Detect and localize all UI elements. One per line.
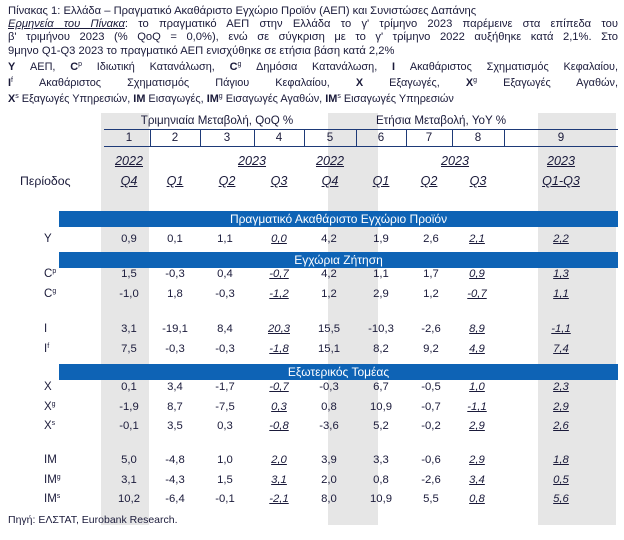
column-divider bbox=[356, 130, 357, 146]
table-cell: 1,5 bbox=[121, 268, 137, 280]
table-cell: 8,0 bbox=[321, 493, 337, 505]
table-cell: 1,3 bbox=[553, 268, 569, 280]
table-cell: -0,3 bbox=[319, 381, 339, 393]
legend-superscript: p bbox=[78, 60, 83, 68]
legend-symbol: I bbox=[8, 76, 12, 89]
row-label bbox=[44, 454, 57, 466]
row-label bbox=[44, 381, 52, 393]
table-cell: 3,4 bbox=[469, 474, 485, 486]
row-symbol: IM bbox=[44, 474, 57, 486]
legend-entry bbox=[466, 77, 618, 89]
table-cell: 2,0 bbox=[271, 454, 287, 466]
table-cell: 3,9 bbox=[321, 454, 337, 466]
legend-superscript: g bbox=[218, 92, 223, 100]
table-cell: -2,1 bbox=[269, 493, 289, 505]
table-cell: 8,7 bbox=[167, 401, 183, 413]
row-label bbox=[44, 343, 49, 355]
section-header: Εξωτερικός Τομέας bbox=[59, 364, 618, 380]
column-number: 4 bbox=[275, 131, 283, 144]
row-symbol: C bbox=[44, 268, 53, 280]
legend-symbol: IM bbox=[206, 92, 219, 105]
legend-entry bbox=[8, 61, 70, 73]
table-cell: 1,1 bbox=[553, 288, 569, 300]
table-cell: 4,2 bbox=[321, 268, 337, 280]
interpretation-line-3: 9μηνο Q1-Q3 2023 το πραγματικό ΑΕΠ ενισχύθηκε σε ετήσια βάση κατά 2,2% bbox=[8, 44, 395, 57]
table-cell: 0,3 bbox=[217, 420, 233, 432]
row-label bbox=[44, 474, 61, 486]
row-symbol: C bbox=[44, 288, 53, 300]
year-label: 2023 bbox=[237, 154, 267, 168]
legend-description: Ακαθάριστος Σχηματισμός Πάγιου Κεφαλαίου, bbox=[12, 76, 356, 89]
legend-entry bbox=[392, 61, 618, 73]
table-cell: 4,9 bbox=[469, 343, 485, 355]
table-cell: 1,1 bbox=[373, 268, 389, 280]
legend-entry bbox=[8, 93, 133, 105]
table-cell: 0,8 bbox=[373, 474, 389, 486]
quarter-label: Q4 bbox=[321, 174, 339, 188]
column-number: 5 bbox=[326, 131, 334, 144]
table-cell: 1,5 bbox=[217, 474, 233, 486]
row-label bbox=[44, 323, 47, 335]
table-cell: 2,2 bbox=[553, 233, 569, 245]
table-cell: 2,6 bbox=[553, 420, 569, 432]
column-number: 1 bbox=[125, 131, 133, 144]
table-cell: 1,8 bbox=[167, 288, 183, 300]
table-cell: -1,2 bbox=[269, 288, 289, 300]
quarter-label: Q2 bbox=[218, 174, 236, 188]
row-symbol: Y bbox=[44, 233, 52, 245]
table-cell: 0,1 bbox=[121, 381, 137, 393]
legend-symbol: C bbox=[229, 60, 238, 73]
table-cell: 2,9 bbox=[373, 288, 389, 300]
row-label bbox=[44, 493, 60, 505]
row-symbol: I bbox=[44, 343, 48, 355]
table-cell: -0,7 bbox=[269, 268, 289, 280]
table-cell: -4,3 bbox=[165, 474, 185, 486]
column-number: 3 bbox=[223, 131, 231, 144]
table-cell: 0,8 bbox=[321, 401, 337, 413]
table-cell: -3,6 bbox=[319, 420, 339, 432]
legend-description: Εξαγωγές Αγαθών, bbox=[477, 76, 619, 89]
table-cell: -1,0 bbox=[119, 288, 139, 300]
table-cell: 0,4 bbox=[217, 268, 233, 280]
table-cell: 2,1 bbox=[469, 233, 485, 245]
legend bbox=[8, 58, 618, 106]
table-cell: 3,5 bbox=[167, 420, 183, 432]
legend-symbol: X bbox=[465, 76, 474, 89]
table-cell: -0,3 bbox=[215, 343, 235, 355]
row-superscript: s bbox=[56, 493, 61, 500]
table-cell: -10,3 bbox=[368, 323, 394, 335]
row-symbol: I bbox=[44, 323, 48, 335]
table-cell: 5,6 bbox=[553, 493, 569, 505]
table-cell: -2,6 bbox=[421, 323, 441, 335]
table-cell: 15,1 bbox=[318, 343, 340, 355]
legend-symbol: IM bbox=[325, 92, 338, 105]
interpretation-line-2: β' τριμήνου 2023 (% QoQ = 0,0%), ενώ σε σύγκριση με το γ' τρίμηνο 2022 αυξήθηκε κατά 2,1%. Στο bbox=[8, 31, 618, 44]
table-cell: -19,1 bbox=[162, 323, 188, 335]
column-number: 9 bbox=[557, 131, 565, 144]
legend-symbol: Y bbox=[8, 60, 16, 73]
table-cell: 1,2 bbox=[321, 288, 337, 300]
table-cell: 0,9 bbox=[469, 268, 485, 280]
table-title: Πίνακας 1: Ελλάδα – Πραγματικό Ακαθάριστο Εγχώριο Προϊόν (ΑΕΠ) και Συνιστώσες Δαπάνης bbox=[8, 5, 477, 17]
table-cell: -0,2 bbox=[421, 420, 441, 432]
table-header bbox=[8, 5, 618, 106]
section-header: Εγχώρια Ζήτηση bbox=[59, 252, 618, 268]
year-label: 2023 bbox=[546, 154, 576, 168]
legend-description: Εισαγωγές Υπηρεσιών bbox=[340, 92, 454, 105]
column-number: 7 bbox=[425, 131, 433, 144]
table-cell: 1,9 bbox=[373, 233, 389, 245]
legend-symbol: X bbox=[8, 92, 16, 105]
table-cell: -4,8 bbox=[165, 454, 185, 466]
column-divider bbox=[254, 130, 255, 146]
legend-superscript: s bbox=[337, 92, 341, 100]
legend-description: Ιδιωτική Κατανάλωση, bbox=[82, 60, 230, 73]
row-label bbox=[44, 288, 56, 300]
legend-entry bbox=[325, 93, 454, 105]
legend-symbol: I bbox=[392, 60, 396, 73]
table-cell: 0,1 bbox=[167, 233, 183, 245]
table-cell: 10,9 bbox=[370, 401, 392, 413]
interpretation-line-1 bbox=[8, 18, 618, 31]
quarter-label: Q1 bbox=[372, 174, 390, 188]
legend-superscript: s bbox=[15, 92, 19, 100]
quarter-label: Q1 bbox=[166, 174, 184, 188]
quarter-label: Q3 bbox=[469, 174, 487, 188]
legend-symbol: C bbox=[70, 60, 79, 73]
table-cell: 0,8 bbox=[469, 493, 485, 505]
table-cell: 2,6 bbox=[423, 233, 439, 245]
column-divider bbox=[304, 130, 305, 146]
row-label bbox=[44, 420, 55, 432]
row-label bbox=[44, 233, 52, 245]
legend-entry bbox=[8, 77, 356, 89]
column-divider bbox=[200, 130, 201, 146]
column-number: 2 bbox=[171, 131, 179, 144]
legend-description: Εισαγωγές Αγαθών, bbox=[222, 92, 326, 105]
section-header: Πραγματικό Ακαθάριστο Εγχώριο Προϊόν bbox=[59, 211, 618, 227]
legend-description: ΑΕΠ, bbox=[15, 60, 71, 73]
table-cell: 20,3 bbox=[268, 323, 290, 335]
table-cell: 3,1 bbox=[121, 323, 137, 335]
quarter-label: Q1-Q3 bbox=[542, 174, 580, 188]
legend-entry bbox=[207, 93, 326, 105]
legend-description: Εισαγωγές, bbox=[145, 92, 207, 105]
table-cell: 5,2 bbox=[373, 420, 389, 432]
column-number: 6 bbox=[377, 131, 385, 144]
table-cell: 4,2 bbox=[321, 233, 337, 245]
table-cell: 8,2 bbox=[373, 343, 389, 355]
table-cell: 1,2 bbox=[423, 288, 439, 300]
table-cell: -0,3 bbox=[215, 288, 235, 300]
table-cell: -1,8 bbox=[269, 343, 289, 355]
legend-entry bbox=[356, 77, 466, 89]
row-label bbox=[44, 401, 56, 413]
row-superscript: g bbox=[51, 401, 56, 408]
table-cell: 0,0 bbox=[271, 233, 287, 245]
column-divider bbox=[504, 130, 505, 146]
header-rule bbox=[104, 146, 618, 147]
quarter-label: Q4 bbox=[120, 174, 138, 188]
table-cell: 5,0 bbox=[121, 454, 137, 466]
table-cell: -6,4 bbox=[165, 493, 185, 505]
table-cell: -7,5 bbox=[215, 401, 235, 413]
table-cell: 1,0 bbox=[217, 454, 233, 466]
table-cell: 3,4 bbox=[167, 381, 183, 393]
legend-symbol: IM bbox=[133, 92, 146, 105]
legend-symbol: X bbox=[355, 76, 364, 89]
table-cell: -1,7 bbox=[215, 381, 235, 393]
row-symbol: X bbox=[44, 381, 52, 393]
group-header-yoy: Ετήσια Μεταβολή, YoY % bbox=[375, 114, 507, 127]
table-cell: -0,3 bbox=[165, 268, 185, 280]
legend-description: Εξαγωγές, bbox=[363, 76, 466, 89]
table-cell: 3,1 bbox=[271, 474, 287, 486]
table-cell: 2,9 bbox=[469, 454, 485, 466]
table-cell: 8,9 bbox=[469, 323, 485, 335]
column-divider bbox=[452, 130, 453, 146]
table-cell: 10,9 bbox=[370, 493, 392, 505]
table-cell: 15,5 bbox=[318, 323, 340, 335]
table-cell: -0,7 bbox=[421, 401, 441, 413]
row-symbol: IM bbox=[44, 454, 57, 466]
row-superscript: s bbox=[51, 420, 56, 427]
row-superscript: p bbox=[52, 268, 57, 275]
legend-description: Ακαθάριστος Σχηματισμός Κεφαλαίου, bbox=[395, 60, 618, 73]
row-superscript: g bbox=[52, 288, 57, 295]
group-header-qoq: Τριμηνιαία Μεταβολή, QoQ % bbox=[140, 114, 294, 127]
table-cell: 0,9 bbox=[121, 233, 137, 245]
row-symbol: X bbox=[44, 420, 52, 432]
legend-line-3 bbox=[8, 90, 618, 106]
table-cell: 0,3 bbox=[271, 401, 287, 413]
table-cell: 1,7 bbox=[423, 268, 439, 280]
quarter-label: Q2 bbox=[420, 174, 438, 188]
legend-superscript: f bbox=[11, 76, 13, 84]
table-cell: 2,0 bbox=[321, 474, 337, 486]
table-cell: -0,6 bbox=[421, 454, 441, 466]
year-label: 2022 bbox=[315, 154, 345, 168]
table-cell: 1,0 bbox=[469, 381, 485, 393]
table-cell: -0,1 bbox=[215, 493, 235, 505]
legend-entry bbox=[230, 61, 392, 73]
quarter-label: Q3 bbox=[270, 174, 288, 188]
table-cell: -2,6 bbox=[421, 474, 441, 486]
legend-description: Εξαγωγές Υπηρεσιών, bbox=[18, 92, 134, 105]
table-cell: 1,8 bbox=[553, 454, 569, 466]
interpretation-label: Ερμηνεία του Πίνακα bbox=[8, 18, 125, 31]
table-cell: 2,9 bbox=[553, 401, 569, 413]
column-number: 8 bbox=[474, 131, 482, 144]
table-cell: -1,1 bbox=[551, 323, 571, 335]
gdp-table bbox=[8, 113, 618, 525]
legend-superscript: g bbox=[473, 76, 478, 84]
row-symbol: IM bbox=[44, 493, 57, 505]
legend-superscript: g bbox=[237, 60, 242, 68]
table-cell: 6,7 bbox=[373, 381, 389, 393]
table-cell: 3,1 bbox=[121, 474, 137, 486]
table-cell: 9,2 bbox=[423, 343, 439, 355]
row-superscript: f bbox=[47, 343, 50, 350]
table-cell: -0,7 bbox=[269, 381, 289, 393]
table-cell: -1,1 bbox=[467, 401, 487, 413]
table-cell: 5,5 bbox=[423, 493, 439, 505]
column-divider bbox=[150, 130, 151, 146]
table-cell: 8,4 bbox=[217, 323, 233, 335]
table-cell: -0,8 bbox=[269, 420, 289, 432]
table-cell: 0,5 bbox=[553, 474, 569, 486]
source-note: Πηγή: ΕΛΣΤΑΤ, Eurobank Research. bbox=[8, 514, 178, 526]
column-divider bbox=[406, 130, 407, 146]
legend-entry bbox=[70, 61, 229, 73]
table-cell: -0,7 bbox=[467, 288, 487, 300]
row-symbol: X bbox=[44, 401, 52, 413]
legend-line-2 bbox=[8, 74, 618, 90]
table-cell: 2,9 bbox=[469, 420, 485, 432]
row-superscript: g bbox=[56, 474, 61, 481]
table-cell: 7,4 bbox=[553, 343, 569, 355]
year-label: 2023 bbox=[440, 154, 470, 168]
table-cell: 7,5 bbox=[121, 343, 137, 355]
table-cell: 3,3 bbox=[373, 454, 389, 466]
legend-description: Δημόσια Κατανάλωση, bbox=[241, 60, 393, 73]
table-cell: 10,2 bbox=[118, 493, 140, 505]
year-label: 2022 bbox=[114, 154, 144, 168]
table-cell: 1,1 bbox=[217, 233, 233, 245]
interpretation-text-1: : το πραγματικό ΑΕΠ στην Ελλάδα το γ' τρίμηνο 2023 παρέμεινε στα επίπεδα του bbox=[124, 18, 618, 31]
row-label bbox=[44, 268, 56, 280]
table-cell: -1,9 bbox=[119, 401, 139, 413]
table-cell: -0,5 bbox=[421, 381, 441, 393]
legend-line-1 bbox=[8, 58, 618, 74]
period-label: Περίοδος bbox=[20, 174, 71, 188]
legend-entry bbox=[133, 93, 206, 105]
table-cell: 2,3 bbox=[553, 381, 569, 393]
table-cell: -0,3 bbox=[165, 343, 185, 355]
table-cell: -0,1 bbox=[119, 420, 139, 432]
